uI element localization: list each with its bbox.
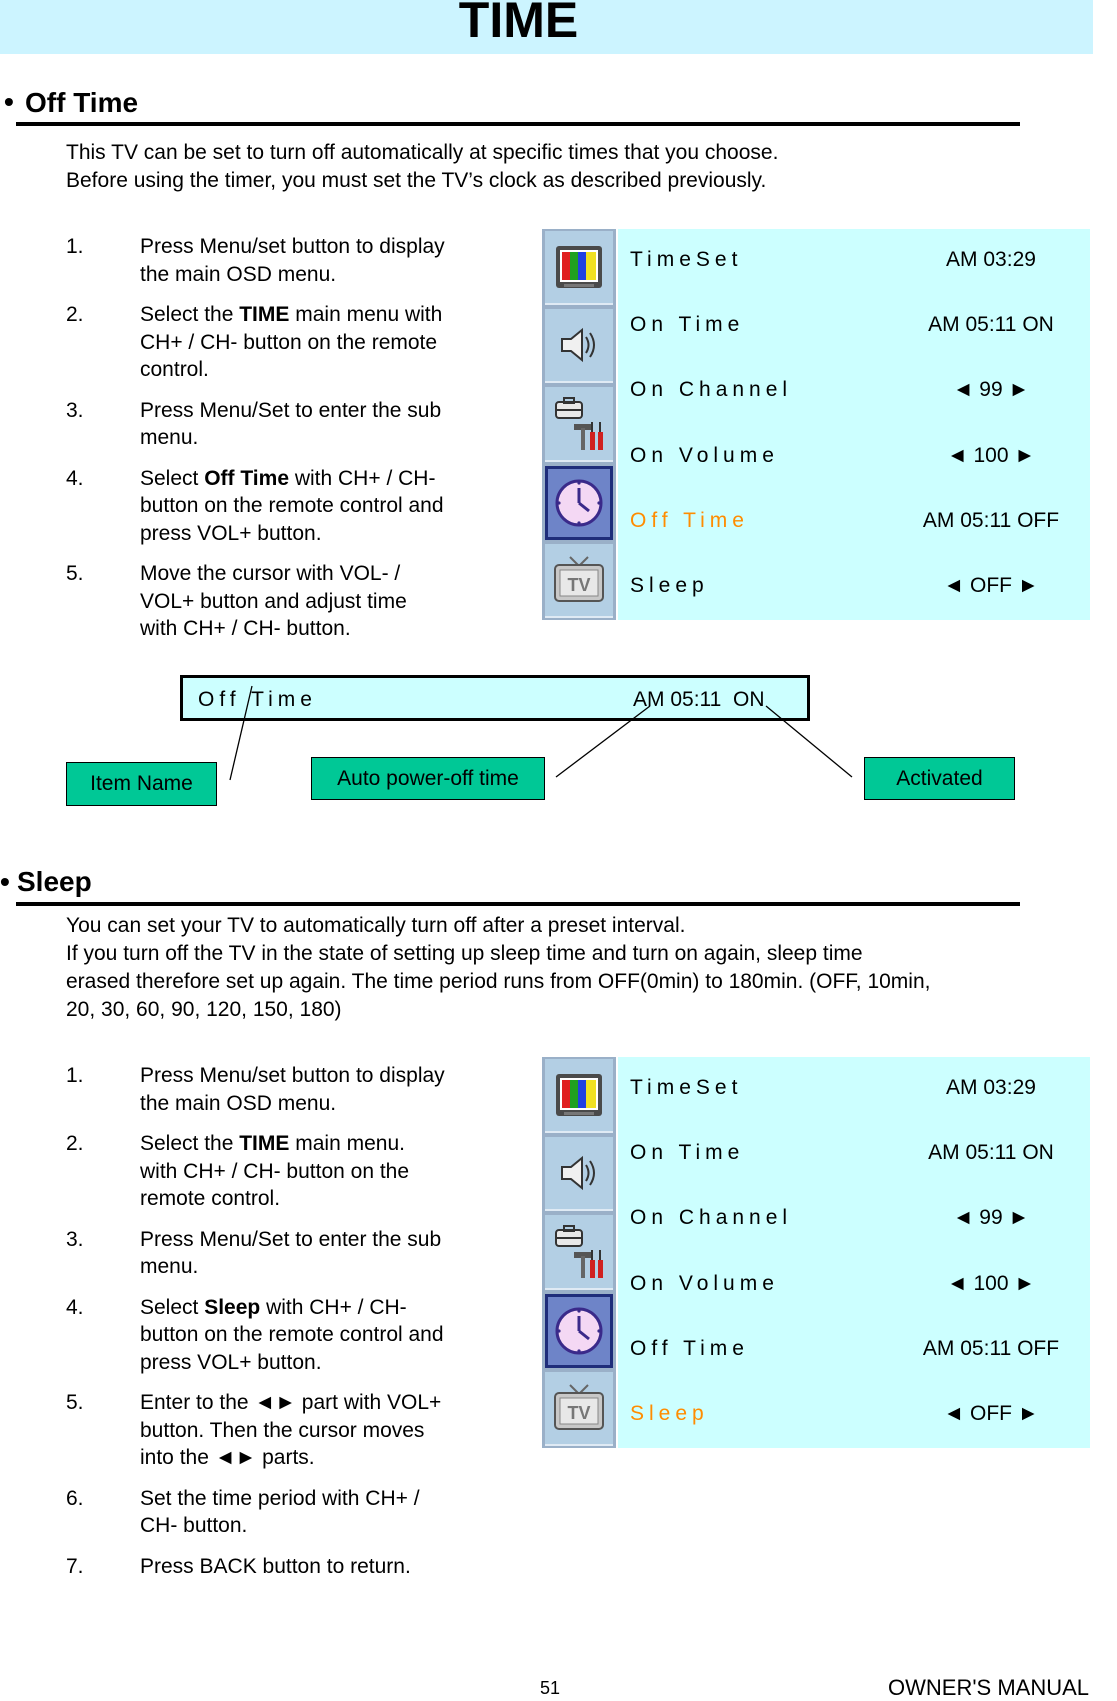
- osd-item-label: Off Time: [630, 1336, 749, 1360]
- page-number: 51: [540, 1678, 561, 1698]
- osd-item-value: ◄ 100 ►: [946, 1271, 1036, 1295]
- heading-rule: [16, 902, 1020, 906]
- intro-line: Before using the timer, you must set the TV’s clock as described previously.: [66, 169, 767, 192]
- osd-item-label: TimeSet: [630, 1076, 743, 1099]
- step-item: [66, 1553, 486, 1581]
- bullet: •: [4, 86, 14, 117]
- intro-line: You can set your TV to automatically turn off after a preset interval.: [66, 914, 686, 937]
- leader-line-item-name: [230, 686, 252, 780]
- osd-item-label: On Channel: [630, 1206, 793, 1230]
- osd-item-label: On Channel: [630, 378, 793, 402]
- step-number: 4.: [66, 1295, 84, 1319]
- intro-line: This TV can be set to turn off automatically at specific times that you choose.: [66, 141, 779, 164]
- step-item: [66, 1062, 486, 1117]
- osd-item-value: AM 03:29: [946, 1076, 1036, 1099]
- step-item: [66, 1294, 486, 1377]
- svg-text:TV: TV: [567, 1402, 591, 1423]
- step-text-part: with CH+ / CH- button on the remote control and press VOL+ button.: [140, 1295, 444, 1374]
- leader-line-activated: [766, 706, 852, 777]
- color-bars-icon: [545, 1059, 613, 1133]
- osd-item-label: TimeSet: [630, 248, 743, 271]
- step-text-part: Press BACK button to return.: [140, 1554, 411, 1578]
- speaker-icon: [545, 1137, 613, 1211]
- osd-icon-column: [542, 1057, 616, 1448]
- step-text: [140, 1062, 486, 1117]
- section-heading-sleep: Sleep: [17, 866, 92, 897]
- osd-item-panel: [618, 1057, 1090, 1448]
- step-number: 2.: [66, 1132, 84, 1155]
- step-item: [66, 1485, 486, 1540]
- step-item: [66, 1226, 486, 1281]
- osd-item-value: AM 05:11 ON: [928, 313, 1054, 337]
- intro-line: 20, 30, 60, 90, 120, 150, 180): [66, 998, 342, 1021]
- step-emphasis: TIME: [239, 1132, 290, 1155]
- osd-menu-row: [630, 1318, 1078, 1382]
- sleep-intro: [66, 912, 930, 1024]
- step-text-part: Press Menu/Set to enter the sub menu.: [140, 1227, 442, 1278]
- step-emphasis: TIME: [239, 303, 290, 326]
- osd-item-label: On Time: [630, 313, 745, 337]
- step-text: [140, 1389, 486, 1472]
- osd-item-label: Sleep: [630, 1401, 709, 1425]
- osd-item-value: ◄ OFF ►: [943, 573, 1039, 597]
- step-number: 1.: [66, 235, 84, 258]
- toolbox-icon: [545, 1215, 613, 1289]
- step-text-part: Press Menu/set button to display the main OSD menu.: [140, 1064, 445, 1115]
- osd-item-label: Sleep: [630, 573, 709, 597]
- osd-menu-row: [630, 1057, 1078, 1121]
- step-text-part: Select: [140, 1295, 205, 1319]
- osd-menu-row: [630, 1383, 1078, 1447]
- osd-item-value: AM 05:11 ON: [928, 1141, 1054, 1165]
- tag-auto-power-off-time: Auto power-off time: [311, 757, 545, 800]
- step-item: [66, 1130, 486, 1213]
- page-title: TIME: [458, 0, 579, 48]
- intro-line: If you turn off the TV in the state of setting up sleep time and turn on again, sleep time: [66, 942, 863, 965]
- osd-item-label: On Volume: [630, 1271, 779, 1295]
- osd-item-label: On Volume: [630, 443, 779, 467]
- step-text-part: Select the: [140, 1132, 240, 1155]
- step-text-part: main menu with CH+ / CH- button on the remote control.: [140, 303, 443, 381]
- step-number: 5.: [66, 562, 84, 585]
- intro-line: erased therefore set up again. The time period runs from OFF(0min) to 180min. (OFF, 10min,: [66, 970, 931, 993]
- diagram-time-value: AM 05:11 ON: [633, 688, 765, 711]
- osd-item-label: Off Time: [630, 508, 749, 532]
- step-text: [140, 1130, 486, 1213]
- diagram-item-name: Off Time: [198, 688, 317, 711]
- step-text: [140, 1553, 486, 1581]
- osd-item-label: On Time: [630, 1141, 745, 1165]
- sleep-steps: [66, 1062, 486, 1593]
- bullet: •: [0, 866, 10, 897]
- step-text: [140, 1485, 486, 1540]
- osd-item-value: AM 05:11 OFF: [922, 508, 1060, 532]
- step-text-part: with CH+ / CH- button on the remote control and press VOL+ button.: [140, 466, 444, 545]
- leader-line-auto-power-off: [556, 706, 650, 777]
- step-number: 7.: [66, 1554, 84, 1578]
- osd-menu-row: [630, 1253, 1078, 1317]
- step-text-part: Enter to the ◄► part with VOL+ button. Then the cursor moves into the ◄► parts.: [140, 1391, 442, 1469]
- step-text-part: main menu. with CH+ / CH- button on the remote control.: [140, 1132, 410, 1210]
- step-number: 6.: [66, 1486, 84, 1510]
- step-text-part: Press Menu/set button to display the main OSD menu.: [140, 235, 445, 286]
- osd-item-value: ◄ 99 ►: [952, 1206, 1030, 1230]
- step-number: 2.: [66, 303, 84, 326]
- step-text-part: Set the time period with CH+ / CH- button.: [140, 1486, 420, 1537]
- step-item: [66, 1389, 486, 1472]
- tag-activated: Activated: [864, 757, 1015, 800]
- step-number: 4.: [66, 466, 84, 490]
- section-heading-off-time: Off Time: [25, 87, 139, 118]
- osd-item-value: ◄ 99 ►: [952, 378, 1030, 402]
- osd-item-value: ◄ 100 ►: [946, 443, 1036, 467]
- step-number: 1.: [66, 1064, 84, 1087]
- osd-item-value: ◄ OFF ►: [943, 1401, 1039, 1425]
- osd-item-value: AM 03:29: [946, 248, 1036, 271]
- clock-icon: [545, 1294, 613, 1368]
- tv-icon: [545, 1372, 613, 1446]
- step-number: 3.: [66, 398, 84, 422]
- osd-menu-row: [630, 1122, 1078, 1186]
- svg-text:TV: TV: [567, 574, 591, 595]
- step-emphasis: Sleep: [204, 1295, 261, 1319]
- step-text-part: Select: [140, 466, 205, 490]
- step-text-part: Select the: [140, 303, 240, 326]
- osd-item-value: AM 05:11 OFF: [922, 1336, 1060, 1360]
- step-number: 3.: [66, 1227, 84, 1251]
- step-text: [140, 1294, 486, 1377]
- tag-item-name: Item Name: [66, 762, 217, 806]
- step-emphasis: Off Time: [204, 466, 289, 490]
- step-text-part: Move the cursor with VOL- / VOL+ button and adjust time with CH+ / CH- button.: [140, 562, 407, 640]
- step-number: 5.: [66, 1391, 84, 1414]
- step-text: [140, 1226, 486, 1281]
- manual-name: OWNER'S MANUAL: [888, 1675, 1089, 1700]
- osd-menu-row: [630, 1187, 1078, 1251]
- step-text-part: Press Menu/Set to enter the sub menu.: [140, 398, 442, 449]
- osd-menu-sleep: [542, 1057, 1090, 1448]
